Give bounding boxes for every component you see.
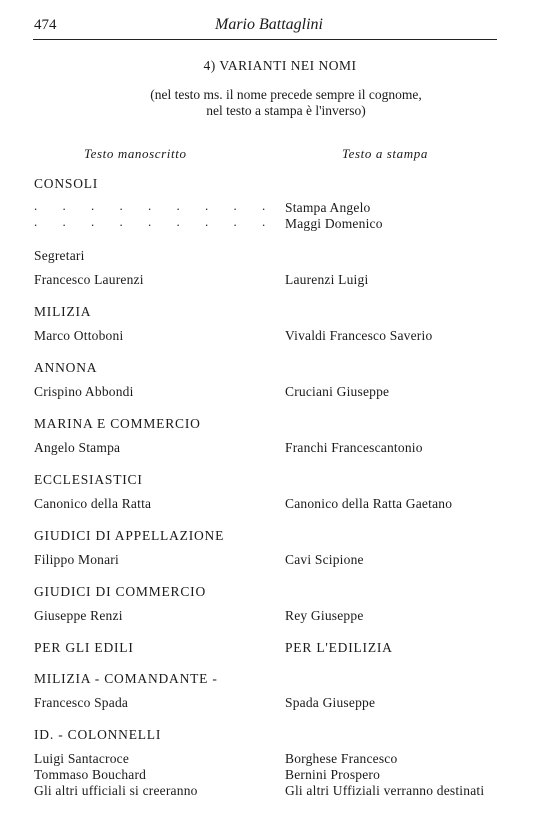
print-name: Maggi Domenico — [285, 216, 383, 231]
running-title: Mario Battaglini — [215, 16, 323, 33]
manuscript-name: Tommaso Bouchard — [34, 767, 147, 782]
manuscript-name: Canonico della Ratta — [34, 496, 152, 511]
manuscript-name: Giuseppe Renzi — [34, 608, 123, 623]
print-name: Laurenzi Luigi — [285, 272, 369, 287]
manuscript-name: Gli altri ufficiali si creeranno — [34, 783, 198, 798]
group-marina: MARINA E COMMERCIO — [34, 416, 201, 431]
manuscript-name: Crispino Abbondi — [34, 384, 134, 399]
page-number: 474 — [34, 17, 57, 33]
group-edilizia: PER L'EDILIZIA — [285, 640, 393, 655]
print-name: Cavi Scipione — [285, 552, 364, 567]
print-name: Gli altri Uffiziali verranno destinati — [285, 783, 485, 798]
ellipsis-row: . . . . . . . . . — [34, 198, 277, 213]
group-annona: ANNONA — [34, 360, 98, 375]
manuscript-name: Filippo Monari — [34, 552, 119, 567]
print-name: Stampa Angelo — [285, 200, 371, 215]
group-segretari: Segretari — [34, 248, 85, 263]
group-colonnelli: ID. - COLONNELLI — [34, 727, 162, 742]
manuscript-name: Luigi Santacroce — [34, 751, 130, 766]
manuscript-name: Marco Ottoboni — [34, 328, 124, 343]
header-rule — [33, 39, 497, 40]
print-name: Spada Giuseppe — [285, 695, 376, 710]
section-note-line1: (nel testo ms. il nome precede sempre il cognome, — [150, 87, 422, 102]
section-note-line2: nel testo a stampa è l'inverso) — [206, 103, 366, 118]
group-ecclesiastici: ECCLESIASTICI — [34, 472, 143, 487]
group-milizia: MILIZIA — [34, 304, 92, 319]
column-heading-manuscript: Testo manoscritto — [84, 146, 187, 161]
print-name: Rey Giuseppe — [285, 608, 364, 623]
print-name: Vivaldi Francesco Saverio — [285, 328, 433, 343]
print-name: Borghese Francesco — [285, 751, 398, 766]
print-name: Canonico della Ratta Gaetano — [285, 496, 453, 511]
print-name: Bernini Prospero — [285, 767, 381, 782]
manuscript-name: Francesco Spada — [34, 695, 129, 710]
print-name: Franchi Francescantonio — [285, 440, 423, 455]
group-consoli: CONSOLI — [34, 176, 99, 191]
group-edili: PER GLI EDILI — [34, 640, 134, 655]
group-giudici-commercio: GIUDICI DI COMMERCIO — [34, 584, 206, 599]
group-comandante: MILIZIA - COMANDANTE - — [34, 671, 218, 686]
ellipsis-row: . . . . . . . . . — [34, 214, 277, 229]
section-title: 4) VARIANTI NEI NOMI — [203, 58, 357, 73]
group-giudici-appellazione: GIUDICI DI APPELLAZIONE — [34, 528, 225, 543]
manuscript-name: Angelo Stampa — [34, 440, 121, 455]
manuscript-name: Francesco Laurenzi — [34, 272, 144, 287]
column-heading-print: Testo a stampa — [342, 146, 428, 161]
print-name: Cruciani Giuseppe — [285, 384, 390, 399]
